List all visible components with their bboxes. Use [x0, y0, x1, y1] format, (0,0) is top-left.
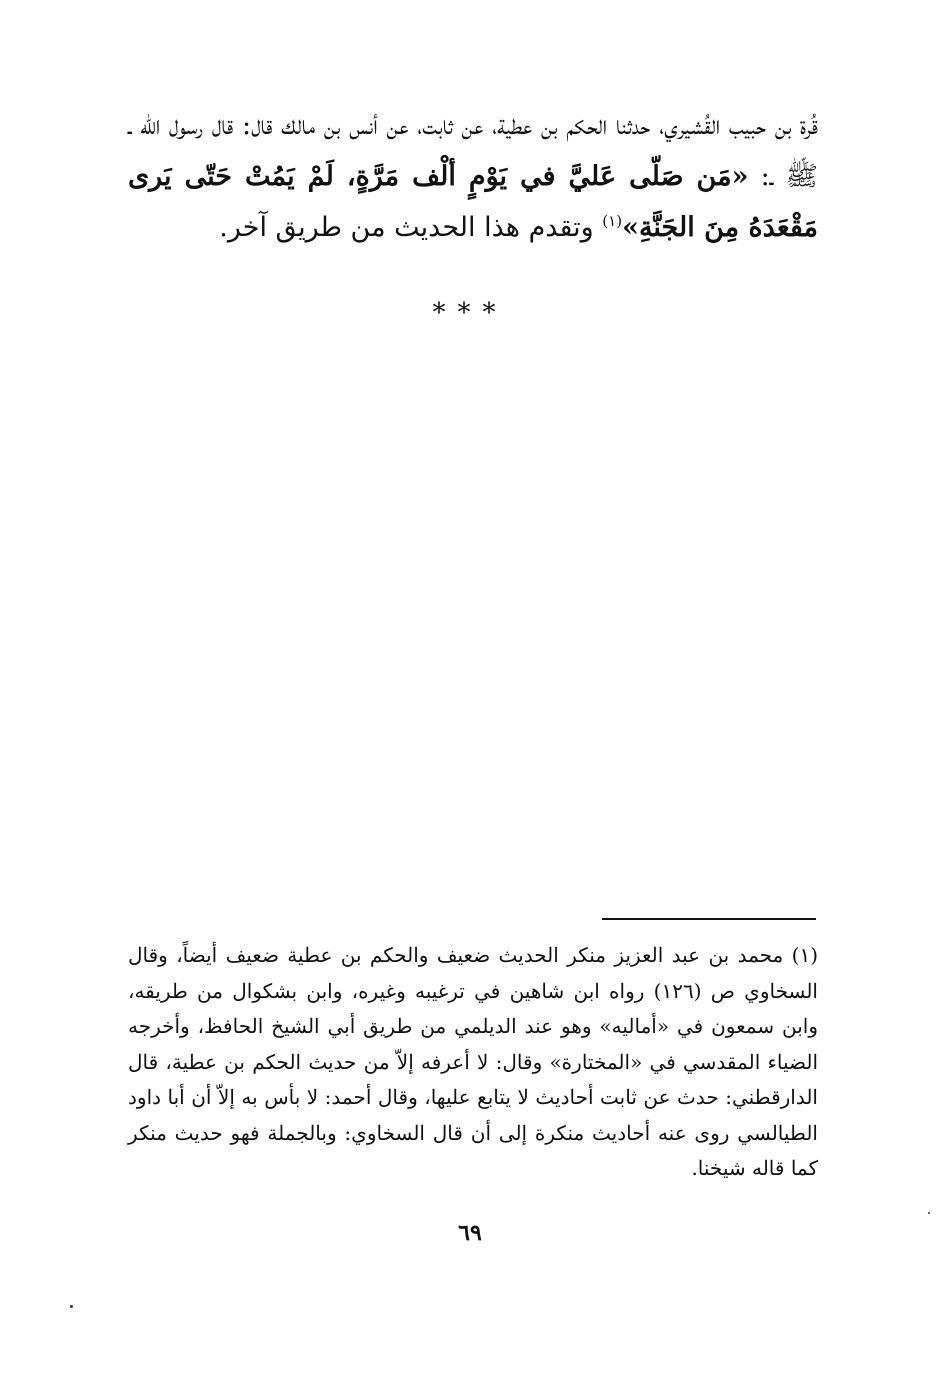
footnote-marker: (١): [602, 212, 623, 230]
page-number: ٦٩: [458, 1220, 482, 1246]
main-paragraph: [128, 100, 818, 253]
section-separator: ***: [432, 298, 508, 328]
footnote-text: (١) محمد بن عبد العزيز منكر الحديث ضعيف والحكم بن عطية ضعيف أيضاً، وقال السخاوي ص (١٢٦) رواه ابن شاهين في ترغيبه وغيره، وابن بشكوال من طريقه، وابن سمعون في «أماليه» وهو عند الديلمي من طريق أبي الشيخ الحافظ، وأخرجه الضياء المقدسي في «المختارة» وقال: لا أعرفه إلاّ من حديث الحكم بن عطية، قال الدارقطني: حدث عن ثابت أحاديث لا يتابع عليها، وقال أحمد: لا بأس به إلاّ أن أبا داود الطيالسي روى عنه أحاديث منكرة إلى أن قال السخاوي: وبالجملة فهو حديث منكر كما قاله شيخنا.: [128, 943, 818, 1180]
scan-speck: [70, 1305, 73, 1308]
footnote-block: [128, 938, 818, 1187]
main-text-block: [128, 100, 818, 253]
scan-speck: [928, 1212, 930, 1214]
isnad-text: قُرة بن حبيب القُشيري، حدثنا الحكم بن عطية، عن ثابت، عن أنس بن مالك قال: قال رسول الله ـ ﷺ ـ:: [128, 110, 818, 192]
hadith-text: «مَن صَلّى عَليَّ في يَوْمٍ ألْف مَرَّةٍ، لَمْ يَمُتْ حَتّى يَرى مَقْعَدَهُ مِنَ الجَنَّةِ»: [128, 161, 818, 243]
closing-text: وتقدم هذا الحديث من طريق آخر.: [219, 212, 603, 243]
footnote-divider: [602, 918, 816, 920]
